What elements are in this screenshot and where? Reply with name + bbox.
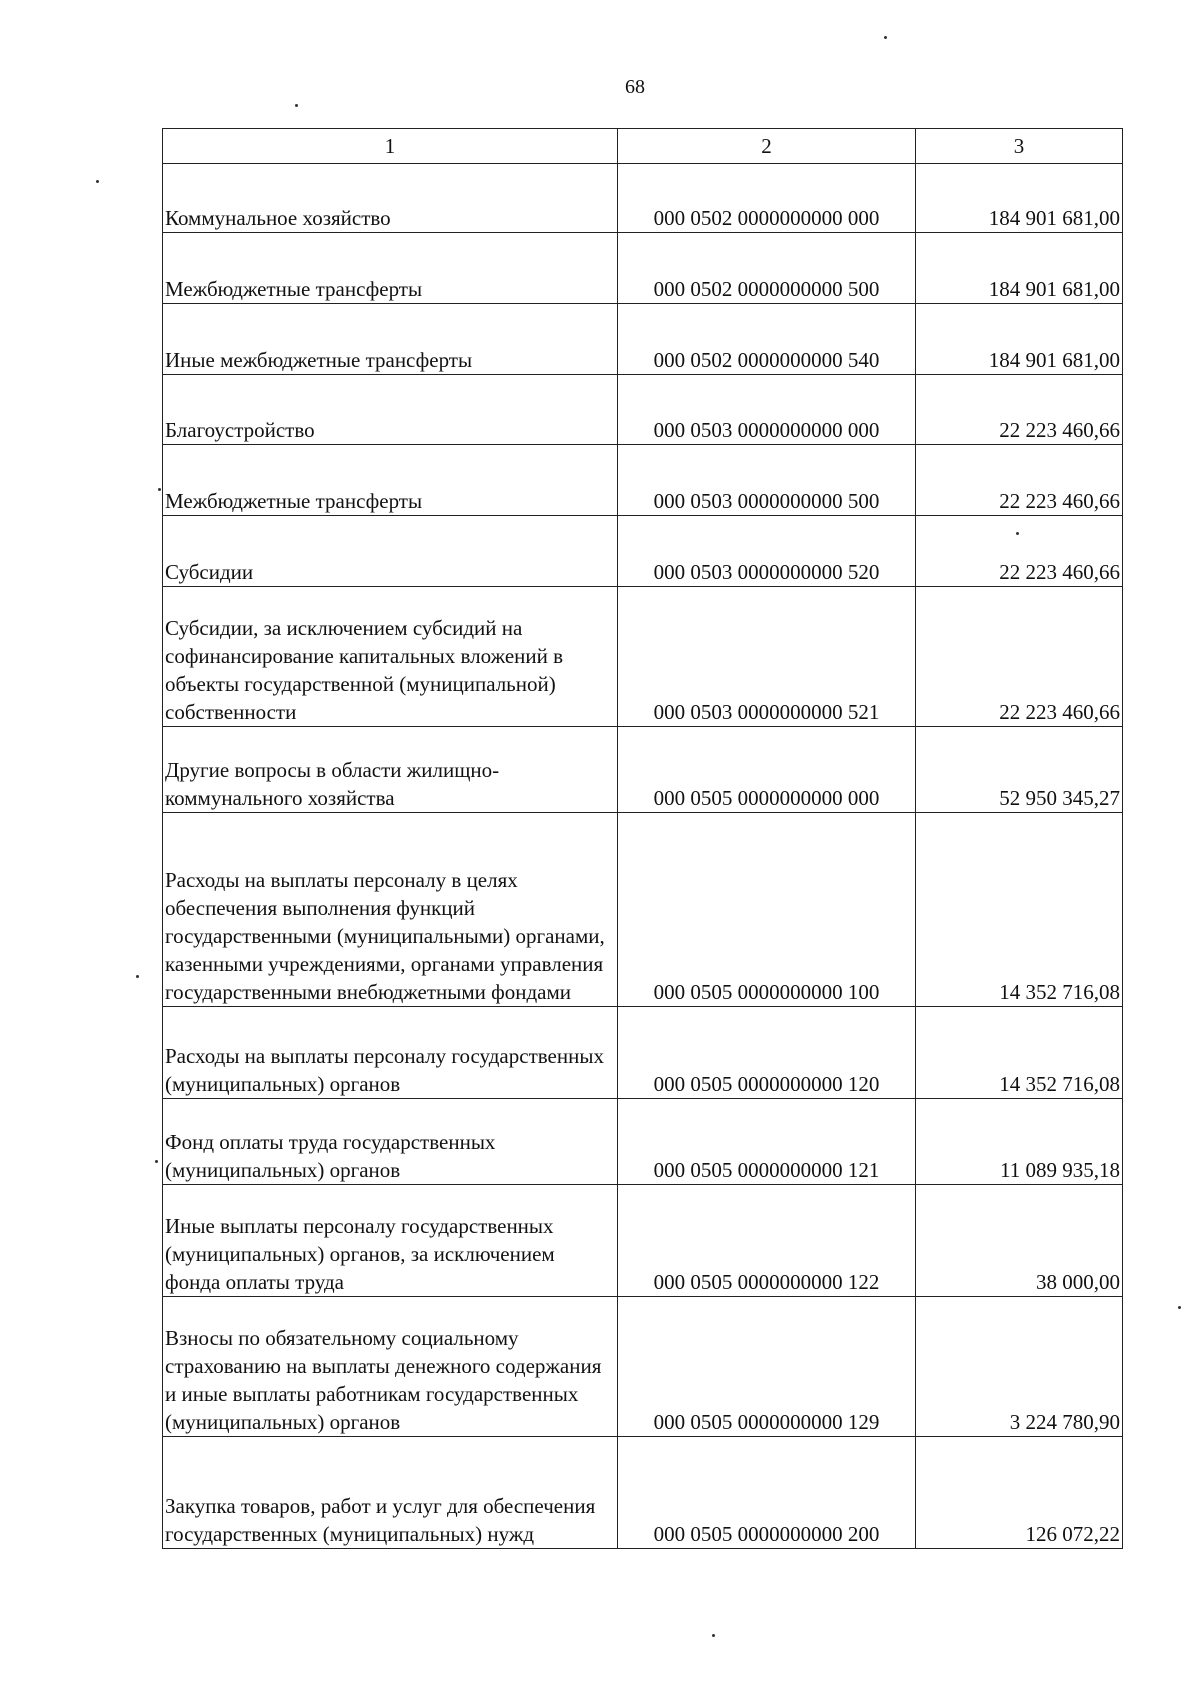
row-amount: 22 223 460,66 — [916, 445, 1123, 516]
row-code: 000 0503 0000000000 500 — [618, 445, 916, 516]
row-name: Коммунальное хозяйство — [163, 164, 618, 233]
scan-speck — [295, 104, 298, 107]
row-name: Закупка товаров, работ и услуг для обеспечения государственных (муниципальных) нужд — [163, 1437, 618, 1549]
table-row — [163, 813, 1123, 1007]
scan-speck — [158, 488, 161, 491]
table-row — [163, 727, 1123, 813]
column-header-1: 1 — [163, 129, 618, 164]
row-name: Межбюджетные трансферты — [163, 233, 618, 304]
table-row — [163, 233, 1123, 304]
budget-table — [162, 128, 1123, 1549]
column-header-2: 2 — [618, 129, 916, 164]
row-code: 000 0503 0000000000 520 — [618, 516, 916, 587]
page-number: 68 — [625, 76, 645, 98]
row-name: Другие вопросы в области жилищно-коммунального хозяйства — [163, 727, 618, 813]
row-amount: 22 223 460,66 — [916, 587, 1123, 727]
row-amount: 3 224 780,90 — [916, 1297, 1123, 1437]
row-name: Иные межбюджетные трансферты — [163, 304, 618, 375]
table-row — [163, 445, 1123, 516]
row-name: Субсидии, за исключением субсидий на софинансирование капитальных вложений в объекты государственной (муниципальной) собственности — [163, 587, 618, 727]
row-name: Межбюджетные трансферты — [163, 445, 618, 516]
row-amount: 14 352 716,08 — [916, 813, 1123, 1007]
row-code: 000 0503 0000000000 521 — [618, 587, 916, 727]
table-row — [163, 516, 1123, 587]
table-row — [163, 1099, 1123, 1185]
row-amount: 22 223 460,66 — [916, 516, 1123, 587]
row-amount: 11 089 935,18 — [916, 1099, 1123, 1185]
row-amount: 184 901 681,00 — [916, 164, 1123, 233]
row-amount: 22 223 460,66 — [916, 375, 1123, 445]
row-code: 000 0502 0000000000 000 — [618, 164, 916, 233]
row-code: 000 0505 0000000000 121 — [618, 1099, 916, 1185]
table-row — [163, 1297, 1123, 1437]
scan-speck — [1178, 1306, 1181, 1309]
table-row — [163, 1007, 1123, 1099]
row-code: 000 0502 0000000000 540 — [618, 304, 916, 375]
scan-speck — [1016, 532, 1019, 535]
scan-speck — [712, 1634, 715, 1637]
row-name: Иные выплаты персоналу государственных (муниципальных) органов, за исключением фонда оплаты труда — [163, 1185, 618, 1297]
row-name: Взносы по обязательному социальному страхованию на выплаты денежного содержания и иные выплаты работникам государственных (муниципальных) органов — [163, 1297, 618, 1437]
scan-speck — [884, 36, 887, 39]
row-amount: 14 352 716,08 — [916, 1007, 1123, 1099]
table-row — [163, 1185, 1123, 1297]
row-code: 000 0505 0000000000 120 — [618, 1007, 916, 1099]
scan-speck — [155, 1160, 158, 1163]
row-name: Благоустройство — [163, 375, 618, 445]
table-row — [163, 587, 1123, 727]
scan-speck — [96, 180, 99, 183]
row-code: 000 0505 0000000000 000 — [618, 727, 916, 813]
row-name: Субсидии — [163, 516, 618, 587]
row-code: 000 0505 0000000000 129 — [618, 1297, 916, 1437]
table-row — [163, 375, 1123, 445]
column-header-3: 3 — [916, 129, 1123, 164]
row-amount: 38 000,00 — [916, 1185, 1123, 1297]
scan-speck — [136, 975, 139, 978]
row-amount: 184 901 681,00 — [916, 304, 1123, 375]
row-amount: 184 901 681,00 — [916, 233, 1123, 304]
row-code: 000 0505 0000000000 100 — [618, 813, 916, 1007]
row-name: Фонд оплаты труда государственных (муниципальных) органов — [163, 1099, 618, 1185]
row-name: Расходы на выплаты персоналу государственных (муниципальных) органов — [163, 1007, 618, 1099]
row-code: 000 0505 0000000000 200 — [618, 1437, 916, 1549]
row-code: 000 0503 0000000000 000 — [618, 375, 916, 445]
table-row — [163, 304, 1123, 375]
row-name: Расходы на выплаты персоналу в целях обеспечения выполнения функций государственными (муниципальными) органами, казенными учреждениями, органами управления государственными внебюджетными фондами — [163, 813, 618, 1007]
table-row — [163, 1437, 1123, 1549]
table-row — [163, 164, 1123, 233]
row-amount: 126 072,22 — [916, 1437, 1123, 1549]
row-amount: 52 950 345,27 — [916, 727, 1123, 813]
table-header-row — [163, 129, 1123, 164]
row-code: 000 0502 0000000000 500 — [618, 233, 916, 304]
row-code: 000 0505 0000000000 122 — [618, 1185, 916, 1297]
